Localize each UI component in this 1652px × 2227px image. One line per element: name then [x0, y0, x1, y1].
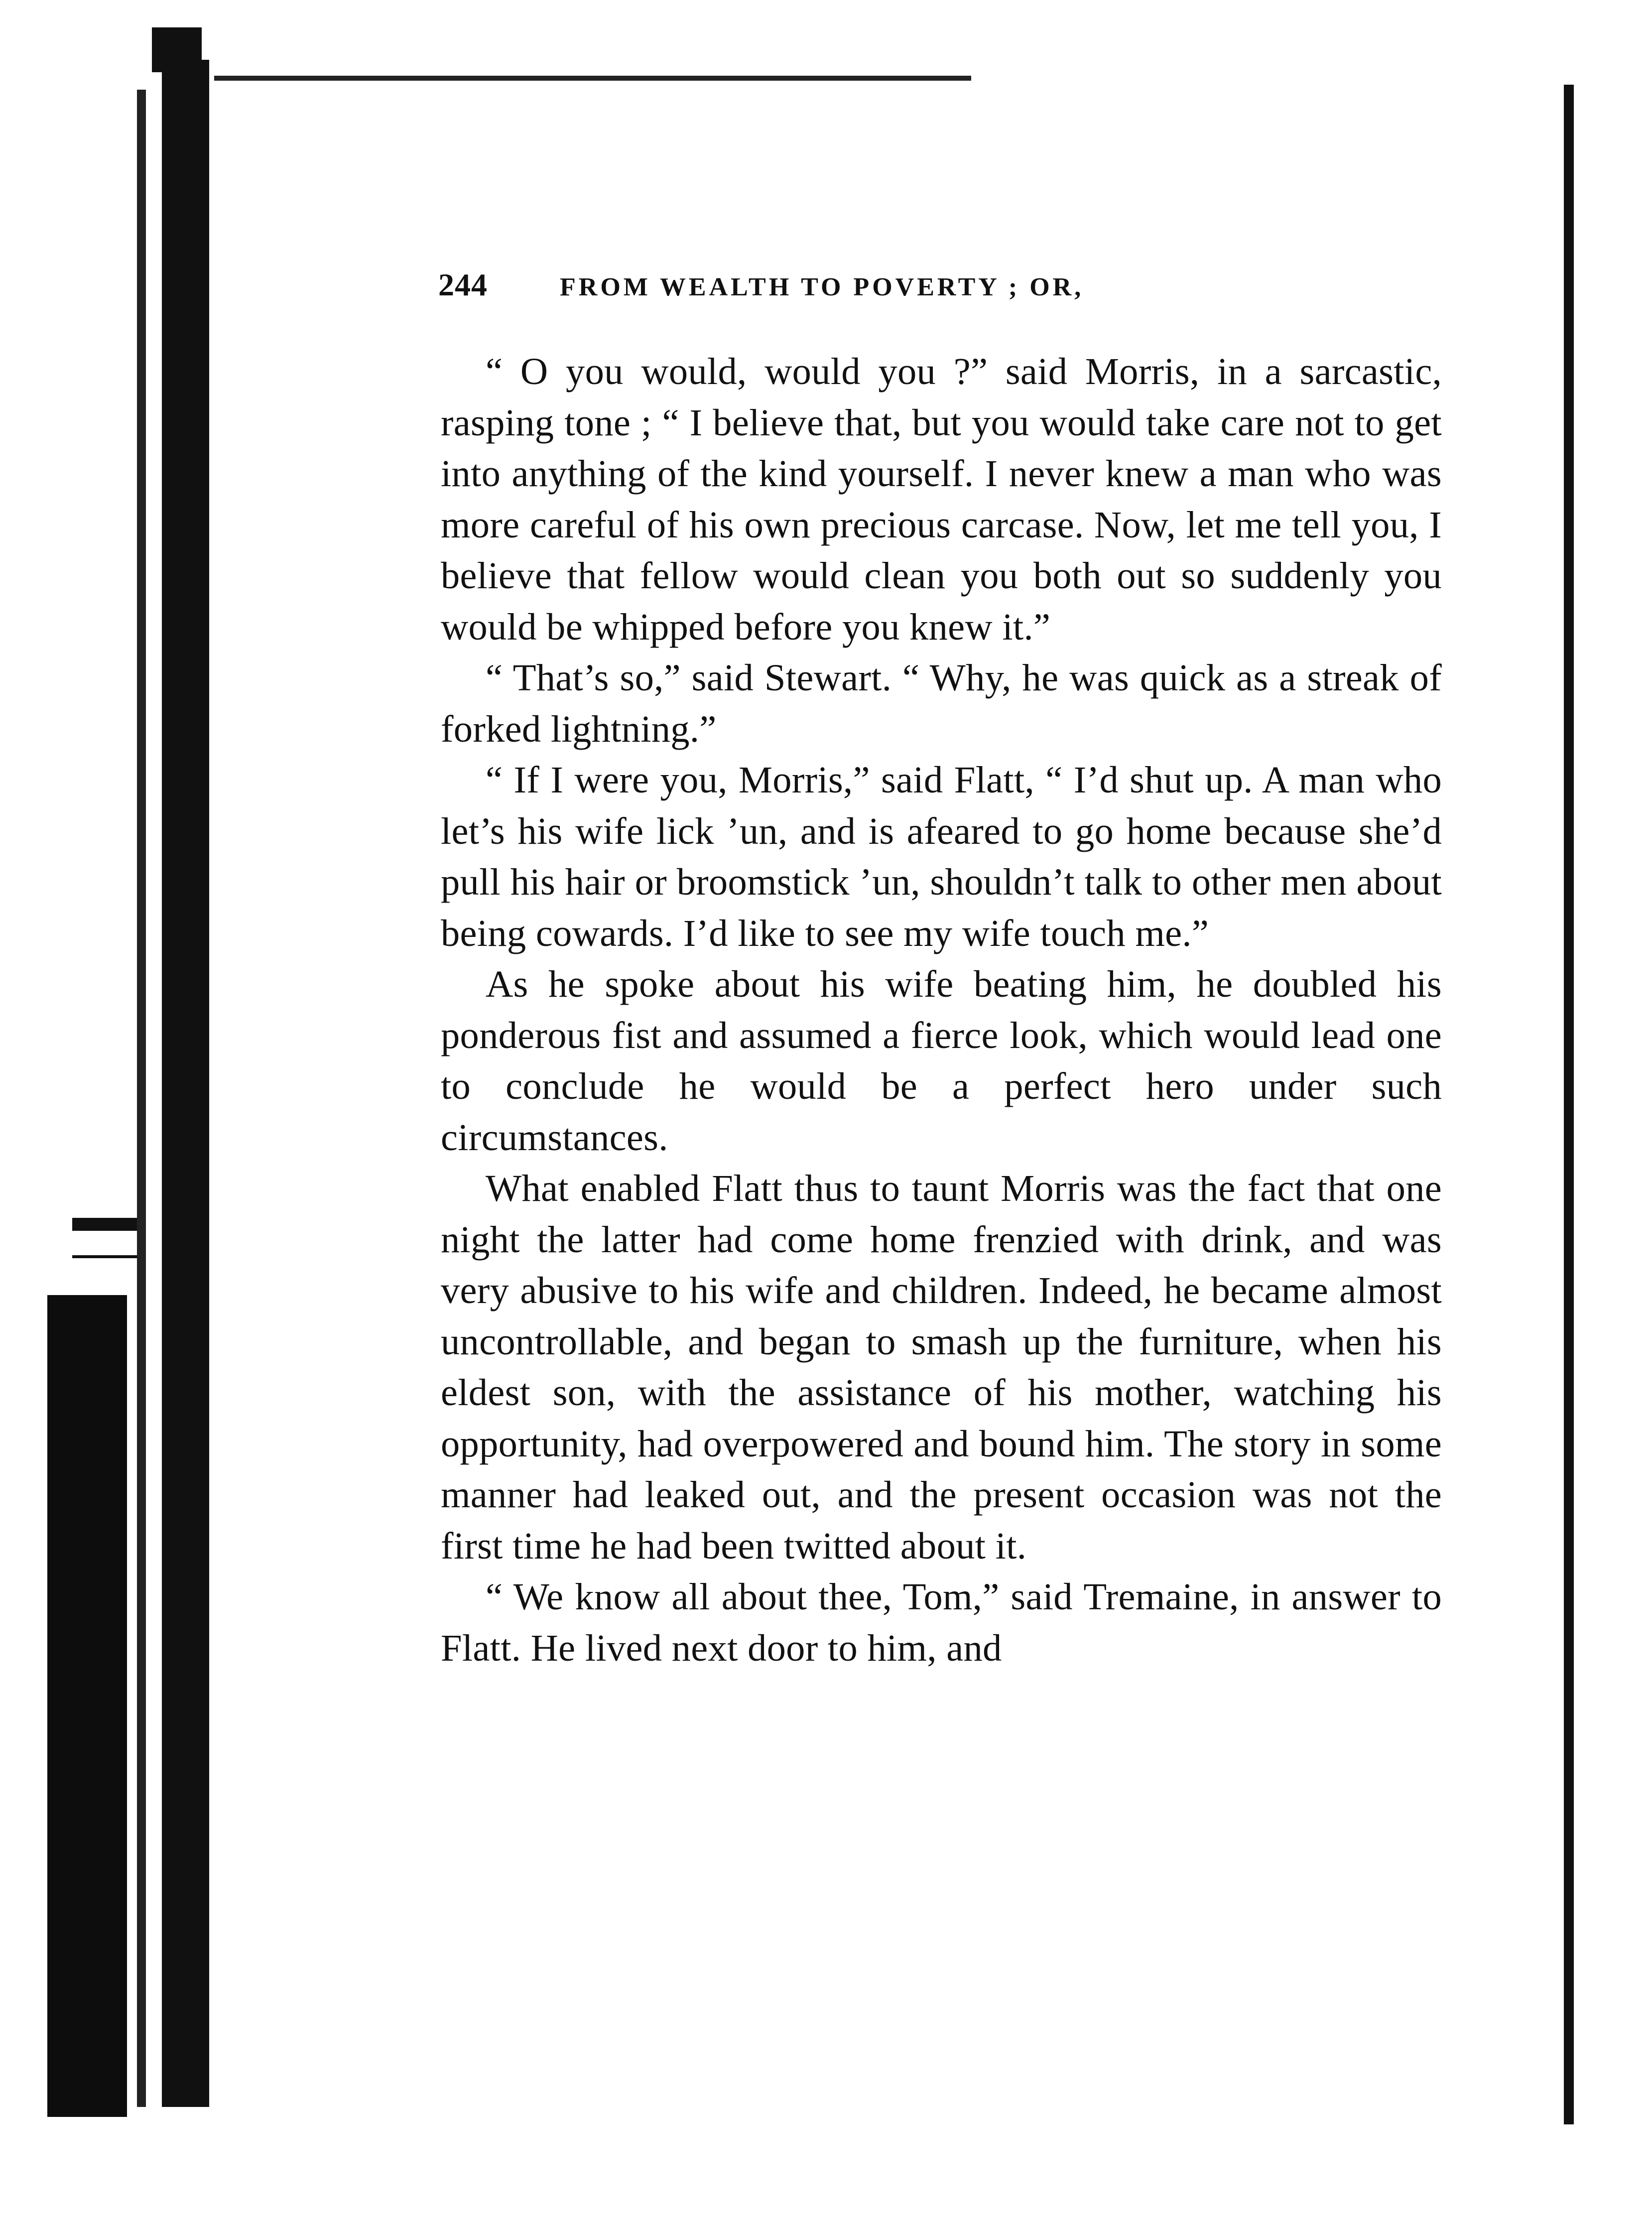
paragraph: What enabled Flatt thus to taunt Morris was the fact that one night the latter had come home frenzied with drink, and was very abusive to his wife and children. Indeed, he became almost uncontrollable, and began to smash up the furniture, when his eldest son, with the assistance of his mother, watching his opportunity, had overpowered and bound him. The story in some manner had leaked out, and the present occasion was not the first time he had been twitted about it. — [441, 1167, 1442, 1567]
body-text — [441, 346, 1442, 1674]
running-title: FROM WEALTH TO POVERTY ; OR, — [560, 273, 1084, 301]
paragraph: “ O you would, would you ?” said Morris, in a sarcastic, rasping tone ; “ I believe that, but you would take care not to get into anything of the kind yourself. I never knew a man who was more careful of his own precious carcase. Now, let me tell you, I believe that fellow would clean you both out so suddenly you would be whipped before you knew it.” — [441, 350, 1442, 648]
page-number: 244 — [438, 267, 488, 302]
paragraph: As he spoke about his wife beating him, he doubled his ponderous fist and assumed a fierce look, which would lead one to conclude he would be a perfect hero under such circumstances. — [441, 963, 1442, 1159]
scan-edge-mark — [72, 1218, 137, 1231]
scan-edge-strip — [47, 1295, 127, 2117]
scan-edge-mark — [72, 1255, 137, 1258]
paragraph: “ That’s so,” said Stewart. “ Why, he was quick as a streak of forked lightning.” — [441, 656, 1442, 750]
scan-binding-line — [137, 90, 146, 2107]
running-head — [438, 266, 1454, 311]
paragraph: “ If I were you, Morris,” said Flatt, “ I’d shut up. A man who let’s his wife lick ’un, and is afeared to go home because she’d pull his hair or broomstick ’un, shouldn’t talk to other men about being cowards. I’d like to see my wife touch me.” — [441, 759, 1442, 954]
paragraph: “ We know all about thee, Tom,” said Tremaine, in answer to Flatt. He lived next door to him, and — [441, 1575, 1442, 1669]
scan-top-edge-line — [214, 76, 971, 81]
scan-binding-shadow — [162, 60, 209, 2107]
scan-right-edge-line — [1564, 85, 1574, 2124]
